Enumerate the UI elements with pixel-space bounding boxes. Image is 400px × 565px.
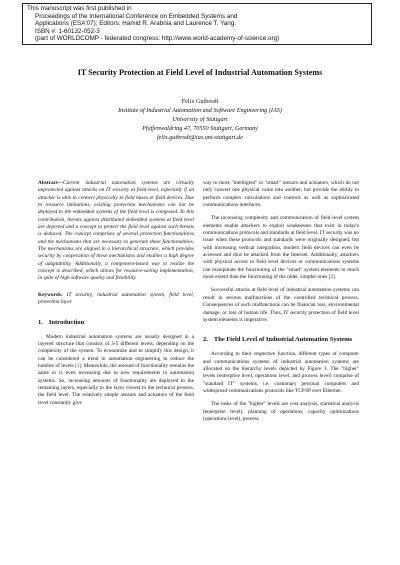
intro-paragraph bbox=[38, 334, 194, 407]
abstract bbox=[38, 180, 194, 283]
citation-link[interactable]: [1] bbox=[74, 362, 82, 369]
section-title: Introduction bbox=[48, 318, 85, 326]
affiliation-line: Pfaffenwaldring 47, 70550 Stuttgart, Germany bbox=[142, 124, 258, 132]
affiliation-line: University of Stuttgart bbox=[172, 115, 228, 123]
keywords bbox=[38, 292, 194, 307]
author-name: Felix Gutbrodt bbox=[181, 98, 219, 105]
keywords-text: IT security, industrial automation system, field level, protection layer bbox=[38, 291, 194, 306]
section-number: 1. bbox=[38, 318, 43, 326]
paper-title: IT Security Protection at Field Level of Industrial Automation Systems bbox=[77, 68, 323, 77]
author-block bbox=[0, 98, 400, 143]
affiliation-line: Institute of Industrial Automation and Software Engineering (IAS) bbox=[118, 106, 282, 114]
notice-line: This manuscript was first published in bbox=[27, 5, 132, 12]
body-paragraph: According to their respective function, different types of computer and communications systems of industrial automation systems are allocated on the hierarchy levels depicted by Figure 1. The "higher" levels (enterprise level, operations level, and process level) comprise of "standard IT" systems, i.e. customary personal computers and widespread communications protocols like TCP/IP over Ethernet. bbox=[203, 351, 359, 394]
keywords-label: Keywords: bbox=[38, 291, 63, 298]
paragraph-text-b: . bbox=[334, 274, 337, 281]
abstract-label: Abstract— bbox=[38, 180, 64, 186]
publication-notice-box bbox=[22, 3, 372, 45]
author-email: felix.gutbrodt@ias.uni-stuttgart.de bbox=[156, 133, 244, 141]
body-paragraph: The tasks of the "higher" levels are cost analysis, statistical analysis (enterprise level), planning of operations, capacity optimizations (operations level), process bbox=[203, 401, 359, 422]
notice-line: ISBN #: 1-60132-052-3 bbox=[35, 27, 100, 35]
body-paragraph: way to more "intelligent" or "smart" sensors and actuators, which do not only convert one physical value into another, but provide the ability to perform complex calculations and controls as well as sophisticated communications interfaces. bbox=[203, 180, 359, 209]
notice-line: Applications (ESA'07); Editors: Hamid R. Arabnia and Laurence T. Yang. bbox=[35, 20, 237, 28]
body-paragraph bbox=[203, 215, 359, 281]
section-heading-field-level bbox=[203, 336, 359, 344]
right-column bbox=[203, 180, 359, 423]
notice-line: (part of WORLDCOMP - federated congress: http://www.world-academy-of-science.org) bbox=[35, 35, 280, 43]
notice-line: Proceedings of the International Conference on Embedded Systems and bbox=[35, 12, 238, 20]
left-column bbox=[38, 180, 194, 407]
body-paragraph: Successful attacks at field level of industrial automation systems can result in serious malfunctions of the controlled technical process. Consequences of such malfunctions can be financial loss, environmental damage, or loss of human life. Thus, IT security protection of field level system elements is imperative. bbox=[203, 287, 359, 323]
citation-link[interactable]: [2] bbox=[328, 274, 335, 281]
section-title: The Field Level of Industrial Automation Systems bbox=[213, 336, 353, 344]
intro-text-a: Modern industrial automation systems are usually designed in a layered structure that consists of 3-5 different levels, depending on the complexity of the system. To economize and to simplify this design, it can be considered a trend in automation engineering to reduce the number of levels bbox=[38, 333, 194, 369]
paragraph-text-a: The increasing complexity and communication of field level system elements enable attackers to exploit weaknesses that exist in today's communications protocols and standards at field level. IT security was no issue when these protocols and standards were originally designed, but with increasing vertical integration, modern field devices can even be accessed and thus be attacked from the Internet. Additionally, attackers with physical access to field level devices or communications systems can manipulate the functioning of the "smart" system elements to much more extent than the functioning of the older, simpler ones bbox=[203, 215, 359, 281]
abstract-text: Current industrial automation systems are virtually unprotected against attacks on IT security at field level, especially if an attacker is able to connect physically to field buses or field devices. Due to resource limitations, existing protection mechanisms can not be deployed to the embedded systems of the field level is composed. In this contribution, threats against distributed embedded systems at field level are depicted and a concept to protect the field level against such threats is deduced. The concept comprises of several protection functionalities and the mechanisms that are necessary to generate these functionalities. The mechanisms are aligned in a hierarchical structure, which provides security by cooperation of these mechanisms and enables a high degree of adaptability. Additionally, a component-based way to realize the concept is described, which allows for resource-saving implementation, in spite of high software quality and flexibility. bbox=[38, 180, 194, 282]
section-number: 2. bbox=[203, 336, 208, 344]
intro-text-b: . Meanwhile, the amount of functionality remains the same or is even increasing due to new requirements to automation systems. So, increasing amounts of functionality are deployed to the remaining layers, especially to the layer closest to the technical process, the field level. The relatively simple sensors and actuators of the field level constantly give bbox=[38, 362, 195, 406]
section-heading-introduction bbox=[38, 319, 194, 327]
